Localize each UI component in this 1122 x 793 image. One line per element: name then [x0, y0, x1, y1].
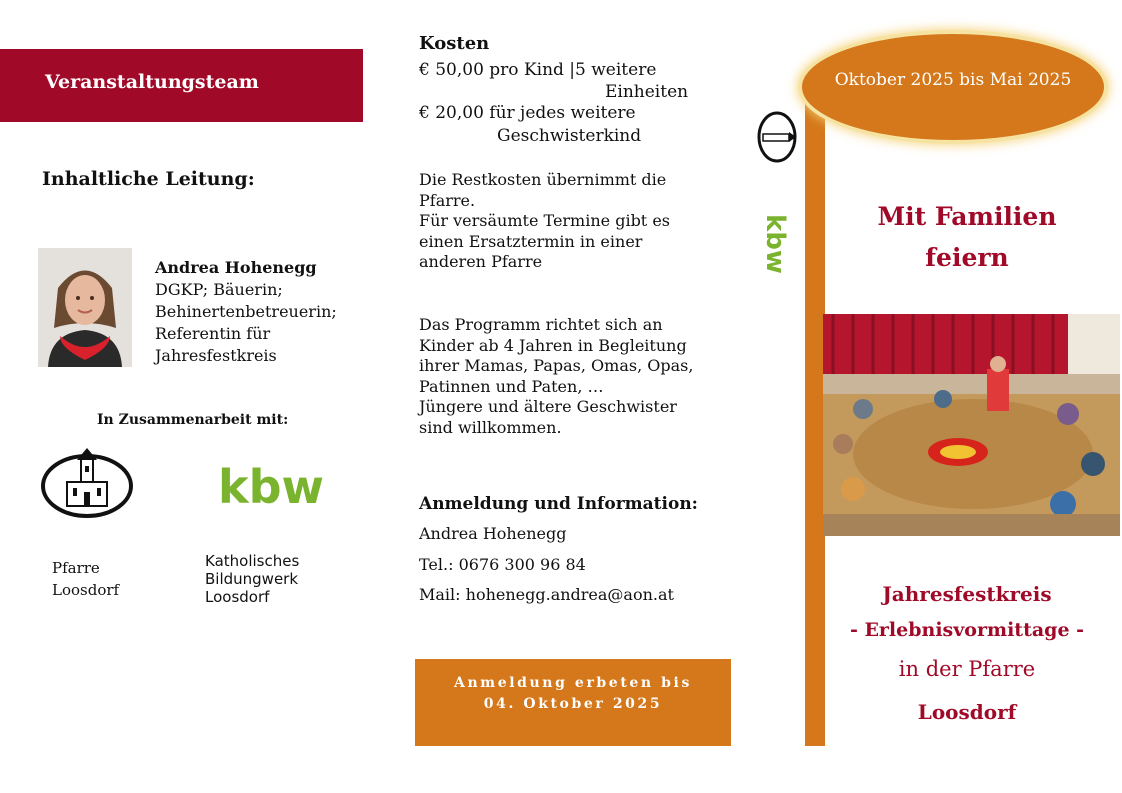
pfarre-label: Pfarre Loosdorf: [52, 559, 120, 599]
team-banner: [0, 49, 363, 122]
cost-per-child: € 50,00 pro Kind |5 weitere: [419, 60, 657, 80]
kbw-logo: [216, 456, 324, 514]
programm-text: Das Programm richtet sich an Kinder ab 4 Jahren in Begleitung ihrer Mamas, Papas, Omas, Opas, Patinnen und Paten, … Jüngere und ältere Geschwister sind willkommen.: [419, 315, 694, 437]
team-banner-label: Veranstaltungsteam: [45, 71, 259, 93]
contact-email: Mail: hohenegg.andrea@aon.at: [419, 585, 674, 604]
jahresfestkreis-title: Jahresfestkreis: [882, 582, 1052, 606]
registration-deadline-box: [415, 659, 731, 746]
deadline-line2: 04. Oktober 2025: [483, 696, 663, 712]
lead-heading: Inhaltliche Leitung:: [42, 168, 255, 190]
cost-per-child-cont: Einheiten: [605, 82, 689, 102]
contact-phone: Tel.: 0676 300 96 84: [419, 555, 586, 574]
date-range: Oktober 2025 bis Mai 2025: [834, 70, 1072, 90]
erlebnis-subtitle: - Erlebnisvormittage -: [849, 619, 1085, 641]
person-description: DGKP; Bäuerin; Behinertenbetreuerin; Referentin für Jahresfestkreis: [155, 280, 337, 365]
cost-sibling: € 20,00 für jedes weitere: [419, 103, 636, 123]
rest-costs-text: Die Restkosten übernimmt die Pfarre. Für versäumte Termine gibt es einen Ersatztermin in einer anderen Pfarre: [419, 170, 670, 271]
group-photo: [823, 314, 1120, 536]
date-range-oval: [802, 34, 1104, 140]
location-loosdorf: Loosdorf: [917, 700, 1017, 724]
kbw-label: Katholisches Bildungwerk Loosdorf: [205, 552, 300, 606]
person-name: Andrea Hohenegg: [155, 258, 317, 277]
spine-pfarre-logo: [756, 110, 798, 164]
kbw-logo-text: kbw: [218, 460, 324, 514]
main-title: Mit Familien feiern: [877, 202, 1057, 272]
pfarre-logo: [41, 446, 133, 520]
spine-kbw-text: kbw: [761, 214, 790, 274]
spine-bar: [805, 88, 825, 746]
in-der-pfarre: in der Pfarre: [898, 657, 1036, 681]
kosten-heading: Kosten: [419, 33, 490, 54]
contact-name: Andrea Hohenegg: [419, 524, 567, 543]
cooperation-heading: In Zusammenarbeit mit:: [97, 412, 289, 428]
deadline-line1: Anmeldung erbeten bis: [454, 675, 692, 691]
cost-sibling-cont: Geschwisterkind: [497, 126, 642, 146]
spine-kbw-logo: [761, 212, 793, 282]
anmeldung-heading: Anmeldung und Information:: [419, 494, 698, 514]
portrait-photo: [38, 248, 132, 367]
